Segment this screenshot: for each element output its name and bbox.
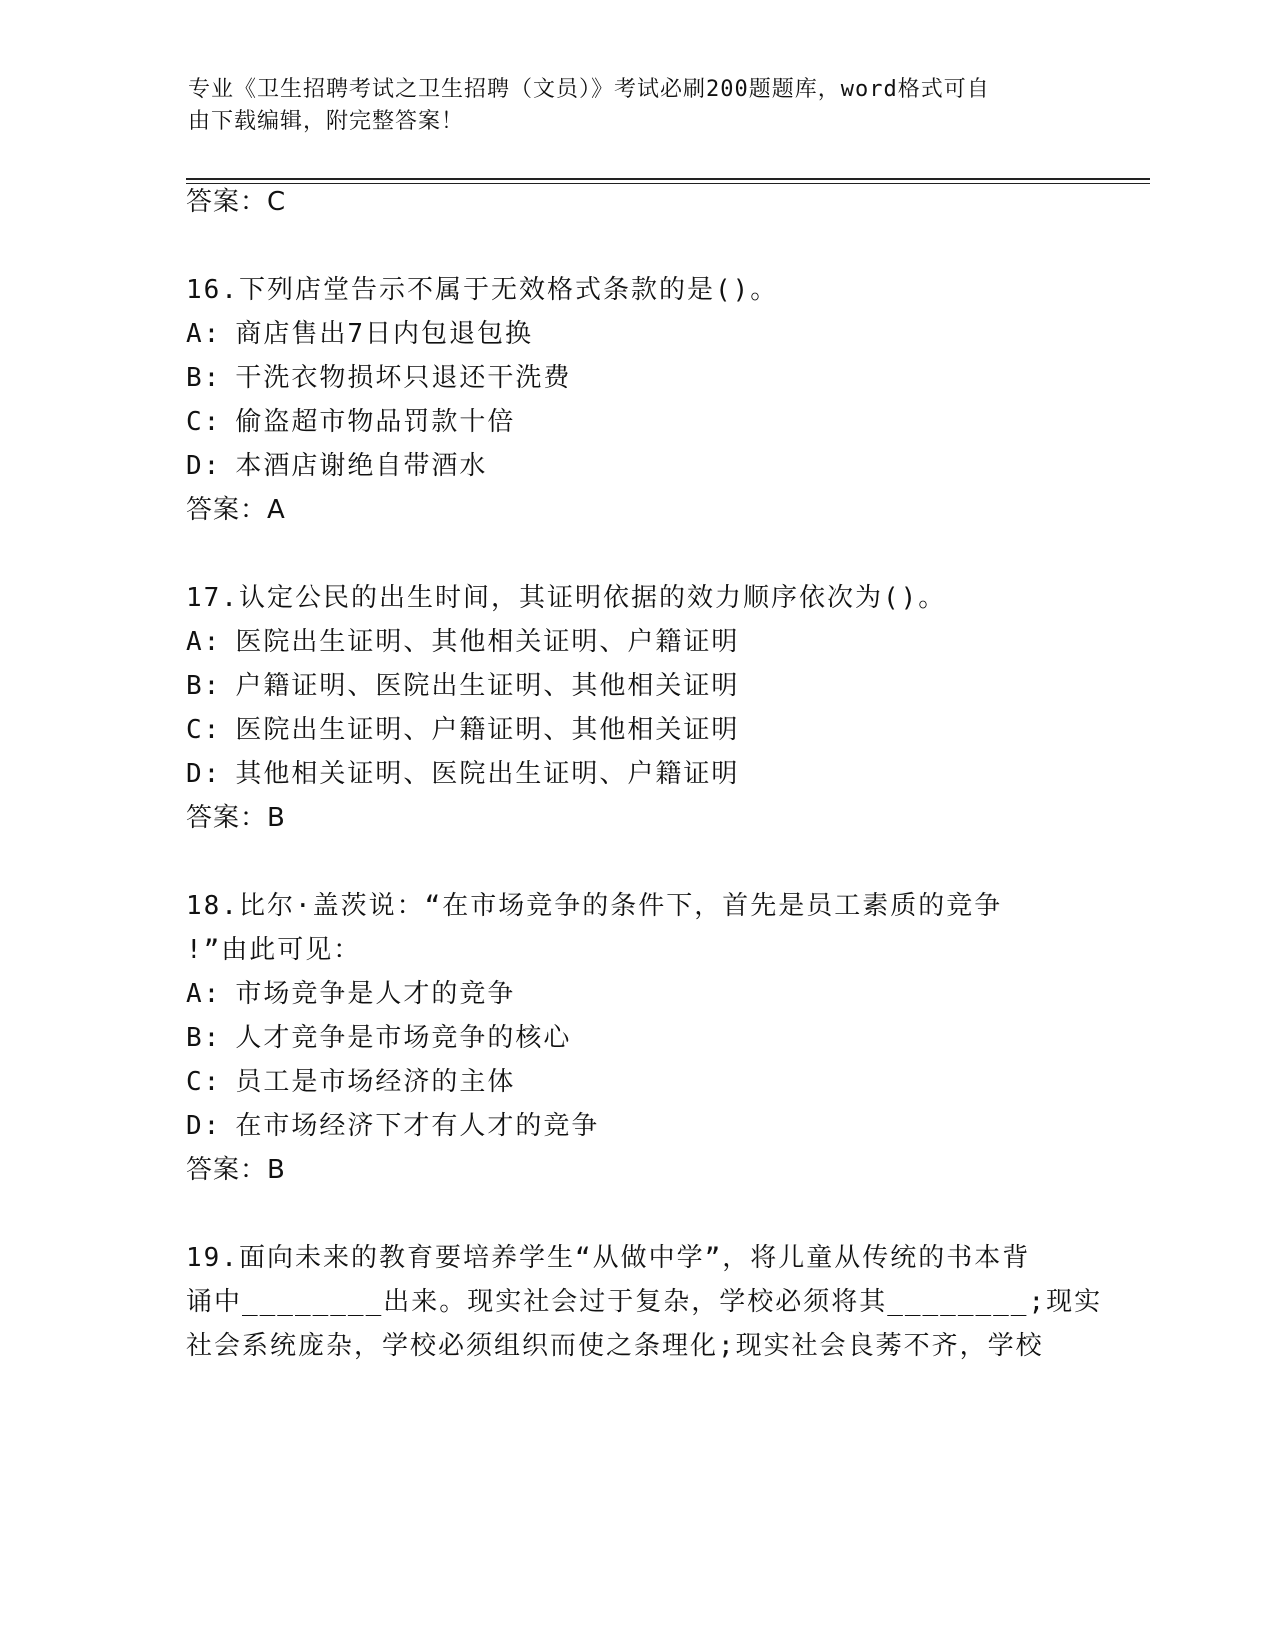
header-divider-thin	[186, 183, 1150, 184]
document-header	[188, 74, 1088, 138]
option-text: 医院出生证明、户籍证明、其他相关证明	[235, 715, 740, 745]
question-17-option-d	[186, 758, 739, 790]
question-17-option-a	[186, 626, 739, 658]
question-19-line-2: 诵中________出来。现实社会过于复杂，学校必须将其________;现实	[186, 1287, 1103, 1317]
option-text: 户籍证明、医院出生证明、其他相关证明	[235, 671, 740, 701]
option-key: A:	[186, 319, 222, 349]
option-text: 员工是市场经济的主体	[235, 1067, 516, 1097]
option-text: 偷盗超市物品罚款十倍	[235, 407, 516, 437]
option-text: 医院出生证明、其他相关证明、户籍证明	[235, 627, 740, 657]
question-16-option-a	[186, 318, 533, 350]
question-18-option-c	[186, 1066, 515, 1098]
option-key: C:	[186, 715, 222, 745]
option-text: 其他相关证明、医院出生证明、户籍证明	[235, 759, 740, 789]
option-text: 在市场经济下才有人才的竞争	[235, 1111, 600, 1141]
option-text: 商店售出7日内包退包换	[235, 319, 533, 349]
option-key: D:	[186, 759, 222, 789]
option-key: A:	[186, 979, 222, 1009]
question-18-option-b	[186, 1022, 571, 1054]
header-divider-thick	[186, 178, 1150, 180]
question-16-stem: 16.下列店堂告示不属于无效格式条款的是()。	[186, 275, 779, 305]
option-text: 人才竞争是市场竞争的核心	[235, 1023, 572, 1053]
option-text: 干洗衣物损坏只退还干洗费	[235, 363, 572, 393]
option-text: 本酒店谢绝自带酒水	[235, 451, 488, 481]
header-line-2: 由下载编辑，附完整答案！	[188, 109, 465, 134]
question-16-option-d	[186, 450, 487, 482]
option-key: C:	[186, 1067, 222, 1097]
question-17-option-b	[186, 670, 739, 702]
header-line-1: 专业《卫生招聘考试之卫生招聘（文员）》考试必刷200题题库，word格式可自	[188, 77, 990, 102]
question-17-option-c	[186, 714, 739, 746]
question-18-option-a	[186, 978, 515, 1010]
question-16-option-b	[186, 362, 571, 394]
option-text: 市场竞争是人才的竞争	[235, 979, 516, 1009]
question-19-line-1: 19.面向未来的教育要培养学生“从做中学”，将儿童从传统的书本背	[186, 1243, 1031, 1273]
option-key: B:	[186, 671, 222, 701]
answer-16: 答案：A	[186, 495, 286, 525]
answer-18: 答案：B	[186, 1155, 286, 1185]
question-19-line-3: 社会系统庞杂，学校必须组织而使之条理化;现实社会良莠不齐，学校	[186, 1331, 1044, 1361]
answer-17: 答案：B	[186, 803, 286, 833]
question-18-stem-line-1: 18.比尔·盖茨说：“在市场竞争的条件下，首先是员工素质的竞争	[186, 891, 1003, 921]
answer-15: 答案：C	[186, 187, 287, 217]
question-17-stem: 17.认定公民的出生时间，其证明依据的效力顺序依次为()。	[186, 583, 947, 613]
option-key: A:	[186, 627, 222, 657]
option-key: B:	[186, 1023, 222, 1053]
option-key: C:	[186, 407, 222, 437]
option-key: B:	[186, 363, 222, 393]
question-18-option-d	[186, 1110, 599, 1142]
question-18-stem-line-2: !”由此可见：	[186, 935, 362, 965]
question-16-option-c	[186, 406, 515, 438]
option-key: D:	[186, 451, 222, 481]
option-key: D:	[186, 1111, 222, 1141]
